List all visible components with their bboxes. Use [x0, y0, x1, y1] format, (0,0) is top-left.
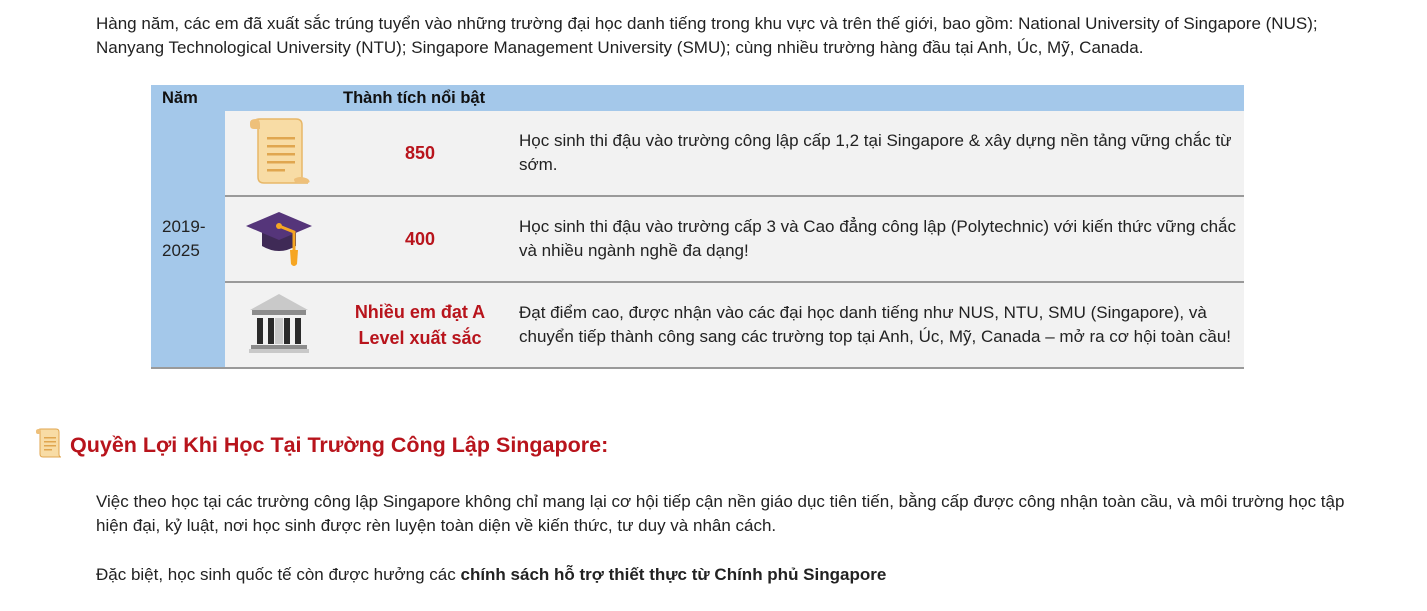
- header-icon-spacer: [225, 85, 332, 111]
- achievement-description: Học sinh thi đậu vào trường công lập cấp 1,2 tại Singapore & xây dựng nền tảng vững chắc từ sớm.: [508, 111, 1244, 196]
- achievement-value: 400: [332, 196, 508, 282]
- support-text: Đặc biệt, học sinh quốc tế còn được hưởng các: [96, 565, 461, 584]
- support-text-bold: chính sách hỗ trợ thiết thực từ Chính phủ Singapore: [460, 565, 887, 584]
- scroll-icon: [225, 111, 332, 196]
- achievements-table: [151, 85, 1244, 369]
- table-row: [151, 111, 1244, 196]
- university-building-icon: [225, 282, 332, 368]
- section-heading: [34, 428, 608, 463]
- year-label: 2019- 2025: [162, 217, 206, 260]
- scroll-icon: [34, 428, 62, 463]
- section-title: Quyền Lợi Khi Học Tại Trường Công Lập Singapore:: [70, 433, 609, 457]
- header-year: Năm: [151, 85, 225, 111]
- year-cell: [151, 111, 225, 368]
- support-paragraph: [96, 563, 1366, 587]
- intro-paragraph: Hàng năm, các em đã xuất sắc trúng tuyển vào những trường đại học danh tiếng trong khu vực và trên thế giới, bao gồm: National University of Singapore (NUS); Nanyang Technological University (NTU); Singapore Management University (SMU); cùng nhiều trường hàng đầu tại Anh, Úc, Mỹ, Canada.: [96, 14, 1318, 57]
- benefits-paragraph: Việc theo học tại các trường công lập Singapore không chỉ mang lại cơ hội tiếp cận nền giáo dục tiên tiến, bằng cấp được công nhận toàn cầu, và môi trường học tập hiện đại, kỷ luật, nơi học sinh được rèn luyện toàn diện về kiến thức, tư duy và nhân cách.: [96, 492, 1345, 535]
- achievement-description: Đạt điểm cao, được nhận vào các đại học danh tiếng như NUS, NTU, SMU (Singapore), và chuyển tiếp thành công sang các trường top tại Anh, Úc, Mỹ, Canada – mở ra cơ hội toàn cầu!: [508, 282, 1244, 368]
- table-row: [151, 282, 1244, 368]
- header-achievement: Thành tích nổi bật: [332, 85, 1244, 111]
- table-row: [151, 196, 1244, 282]
- achievement-value: 850: [332, 111, 508, 196]
- achievement-description: Học sinh thi đậu vào trường cấp 3 và Cao đẳng công lập (Polytechnic) với kiến thức vững chắc và nhiều ngành nghề đa dạng!: [508, 196, 1244, 282]
- graduation-cap-icon: [225, 196, 332, 282]
- achievement-value: Nhiều em đạt A Level xuất sắc: [332, 282, 508, 368]
- table-header-row: [151, 85, 1244, 111]
